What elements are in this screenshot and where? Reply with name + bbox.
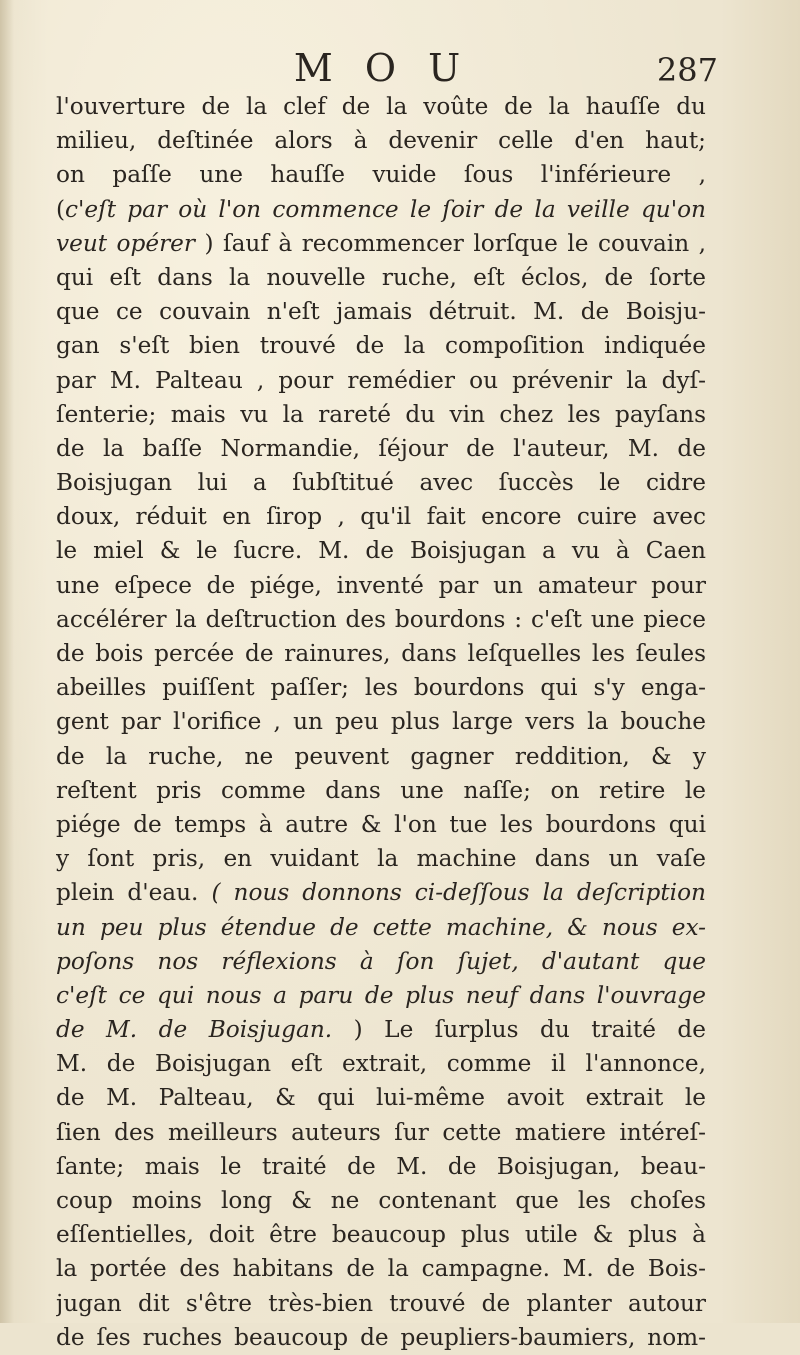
text-line — [56, 193, 706, 227]
text-line: coup moins long & ne contenant que les choſes — [56, 1187, 706, 1214]
text-line: la portée des habitans de la campagne. M. de Bois- — [56, 1255, 706, 1283]
text-line: l'ouverture de la clef de la voûte de la hauſſe du — [56, 93, 706, 120]
text-segment: ) ſauf à recommencer lorſque le couvain , — [194, 229, 706, 257]
italic-line: un peu plus étendue de cette machine, & nous ex- — [56, 913, 706, 941]
text-line — [56, 876, 706, 910]
text-line: jugan dit s'être très-bien trouvé de planter autour — [56, 1289, 706, 1317]
text-line — [56, 1013, 706, 1047]
text-line: ſenterie; mais vu la rareté du vin chez les payſans — [56, 400, 706, 428]
text-line: le miel & le ſucre. M. de Boisjugan a vu à Caen — [56, 537, 706, 565]
text-line: y ſont pris, en vuidant la machine dans un vaſe — [56, 845, 706, 873]
text-line: reſtent pris comme dans une naſſe; on retire le — [56, 776, 706, 804]
text-line: de M. Palteau, & qui lui-même avoit extrait le — [56, 1084, 706, 1112]
text-line: que ce couvain n'eſt jamais détruit. M. de Boisju- — [56, 298, 706, 326]
text-line: Boisjugan lui a ſubſtitué avec ſuccès le cidre — [56, 469, 706, 497]
text-segment: ( — [56, 195, 66, 223]
text-line: M. de Boisjugan eſt extrait, comme il l'annonce, — [56, 1050, 706, 1078]
text-line: de la baſſe Normandie, ſéjour de l'auteur, M. de — [56, 434, 706, 462]
text-line: de la ruche, ne peuvent gagner reddition, & y — [56, 742, 706, 770]
text-line: milieu, deſtinée alors à devenir celle d'en haut; — [56, 127, 706, 155]
italic-line: c'eſt ce qui nous a paru de plus neuf dans l'ouvrage — [56, 981, 706, 1009]
text-segment: ) Le ſurplus du traité de — [332, 1016, 706, 1044]
italic-segment: veut opérer — [56, 229, 195, 257]
italic-segment: c'eſt par où l'on commence le ſoir de la veille qu'on — [65, 195, 706, 223]
body-text — [56, 90, 706, 1355]
page-number: 287 — [656, 51, 718, 89]
text-line: eſſentielles, doit être beaucoup plus utile & plus à — [56, 1221, 706, 1249]
text-line — [56, 227, 706, 261]
italic-line: poſons nos réflexions à ſon ſujet, d'autant que — [56, 947, 706, 975]
text-line: ſante; mais le traité de M. de Boisjugan, beau- — [56, 1152, 706, 1180]
text-line: accélérer la deſtruction des bourdons : c'eſt une piece — [56, 605, 706, 633]
text-line: de ſes ruches beaucoup de peupliers-baumiers, nom- — [56, 1323, 706, 1351]
binding-shadow — [0, 0, 14, 1323]
text-line: une eſpece de piége, inventé par un amateur pour — [56, 571, 706, 599]
text-line: doux, réduit en ſirop , qu'il fait encore cuire avec — [56, 503, 706, 531]
text-line: qui eſt dans la nouvelle ruche, eſt éclos, de ſorte — [56, 263, 706, 291]
italic-segment: ( nous donnons ci-deſſous la deſcription — [211, 879, 706, 907]
italic-segment: de M. de Boisjugan. — [56, 1016, 333, 1044]
text-line: piége de temps à autre & l'on tue les bourdons qui — [56, 810, 706, 838]
text-line: gent par l'orifice , un peu plus large vers la bouche — [56, 708, 706, 736]
running-head — [52, 44, 718, 94]
text-line: gan s'eſt bien trouvé de la compoſition indiquée — [56, 332, 706, 360]
text-line: ſien des meilleurs auteurs ſur cette matiere intéreſ- — [56, 1118, 706, 1146]
running-head-title: M O U — [293, 46, 471, 90]
text-line: on paſſe une hauſſe vuide ſous l'inférieure , — [56, 161, 706, 189]
text-line: de bois percée de rainures, dans leſquelles les ſeules — [56, 640, 706, 667]
text-line: abeilles puiſſent paſſer; les bourdons qui s'y enga- — [56, 674, 706, 702]
text-line: par M. Palteau , pour remédier ou prévenir la dyſ- — [56, 366, 706, 394]
text-segment: plein d'eau. — [56, 879, 212, 907]
